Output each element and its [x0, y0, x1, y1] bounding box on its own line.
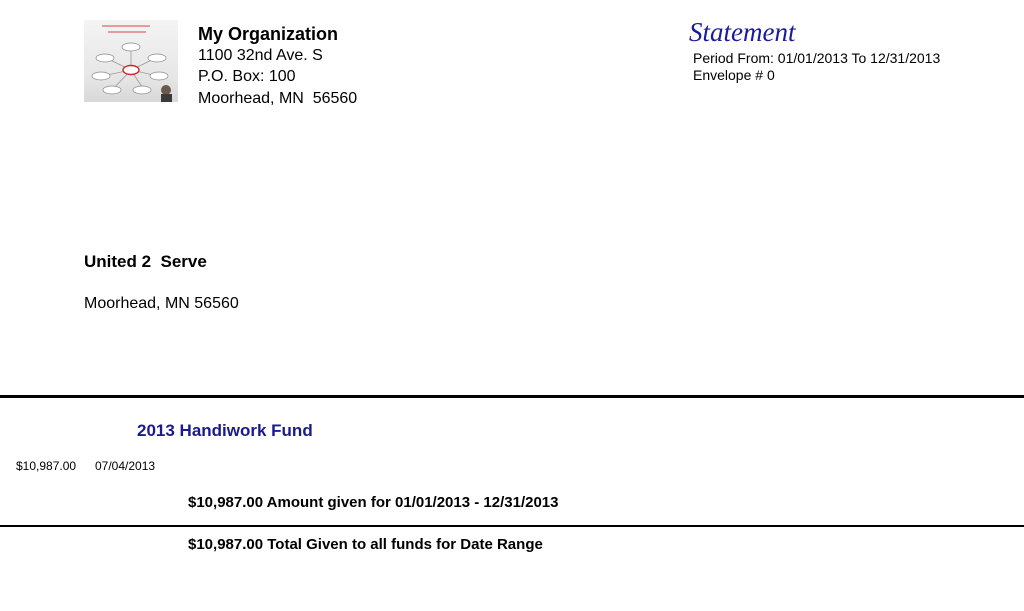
statement-period: Period From: 01/01/2013 To 12/31/2013: [693, 50, 941, 66]
organization-city-state-zip: Moorhead, MN 56560: [198, 90, 358, 107]
grand-total: $10,987.00 Total Given to all funds for Date Range: [188, 536, 543, 553]
organization-logo: [84, 20, 178, 102]
fund-title: 2013 Handiwork Fund: [137, 421, 313, 440]
organization-address-line1: 1100 32nd Ave. S: [198, 47, 323, 64]
recipient-name: United 2 Serve: [84, 252, 207, 271]
contribution-amount: $10,987.00: [16, 459, 77, 473]
envelope-number: Envelope # 0: [693, 67, 775, 83]
total-divider: [0, 525, 1024, 527]
statement-title: Statement: [689, 17, 796, 47]
section-divider-thick: [0, 395, 1024, 398]
recipient-city-state-zip: Moorhead, MN 56560: [84, 295, 239, 312]
contribution-date: 07/04/2013: [95, 459, 156, 473]
organization-address-line2: P.O. Box: 100: [198, 68, 296, 85]
organization-name: My Organization: [198, 24, 339, 44]
fund-subtotal: $10,987.00 Amount given for 01/01/2013 - 12/31/2013: [188, 494, 559, 511]
mindmap-logo-icon: [84, 20, 178, 102]
